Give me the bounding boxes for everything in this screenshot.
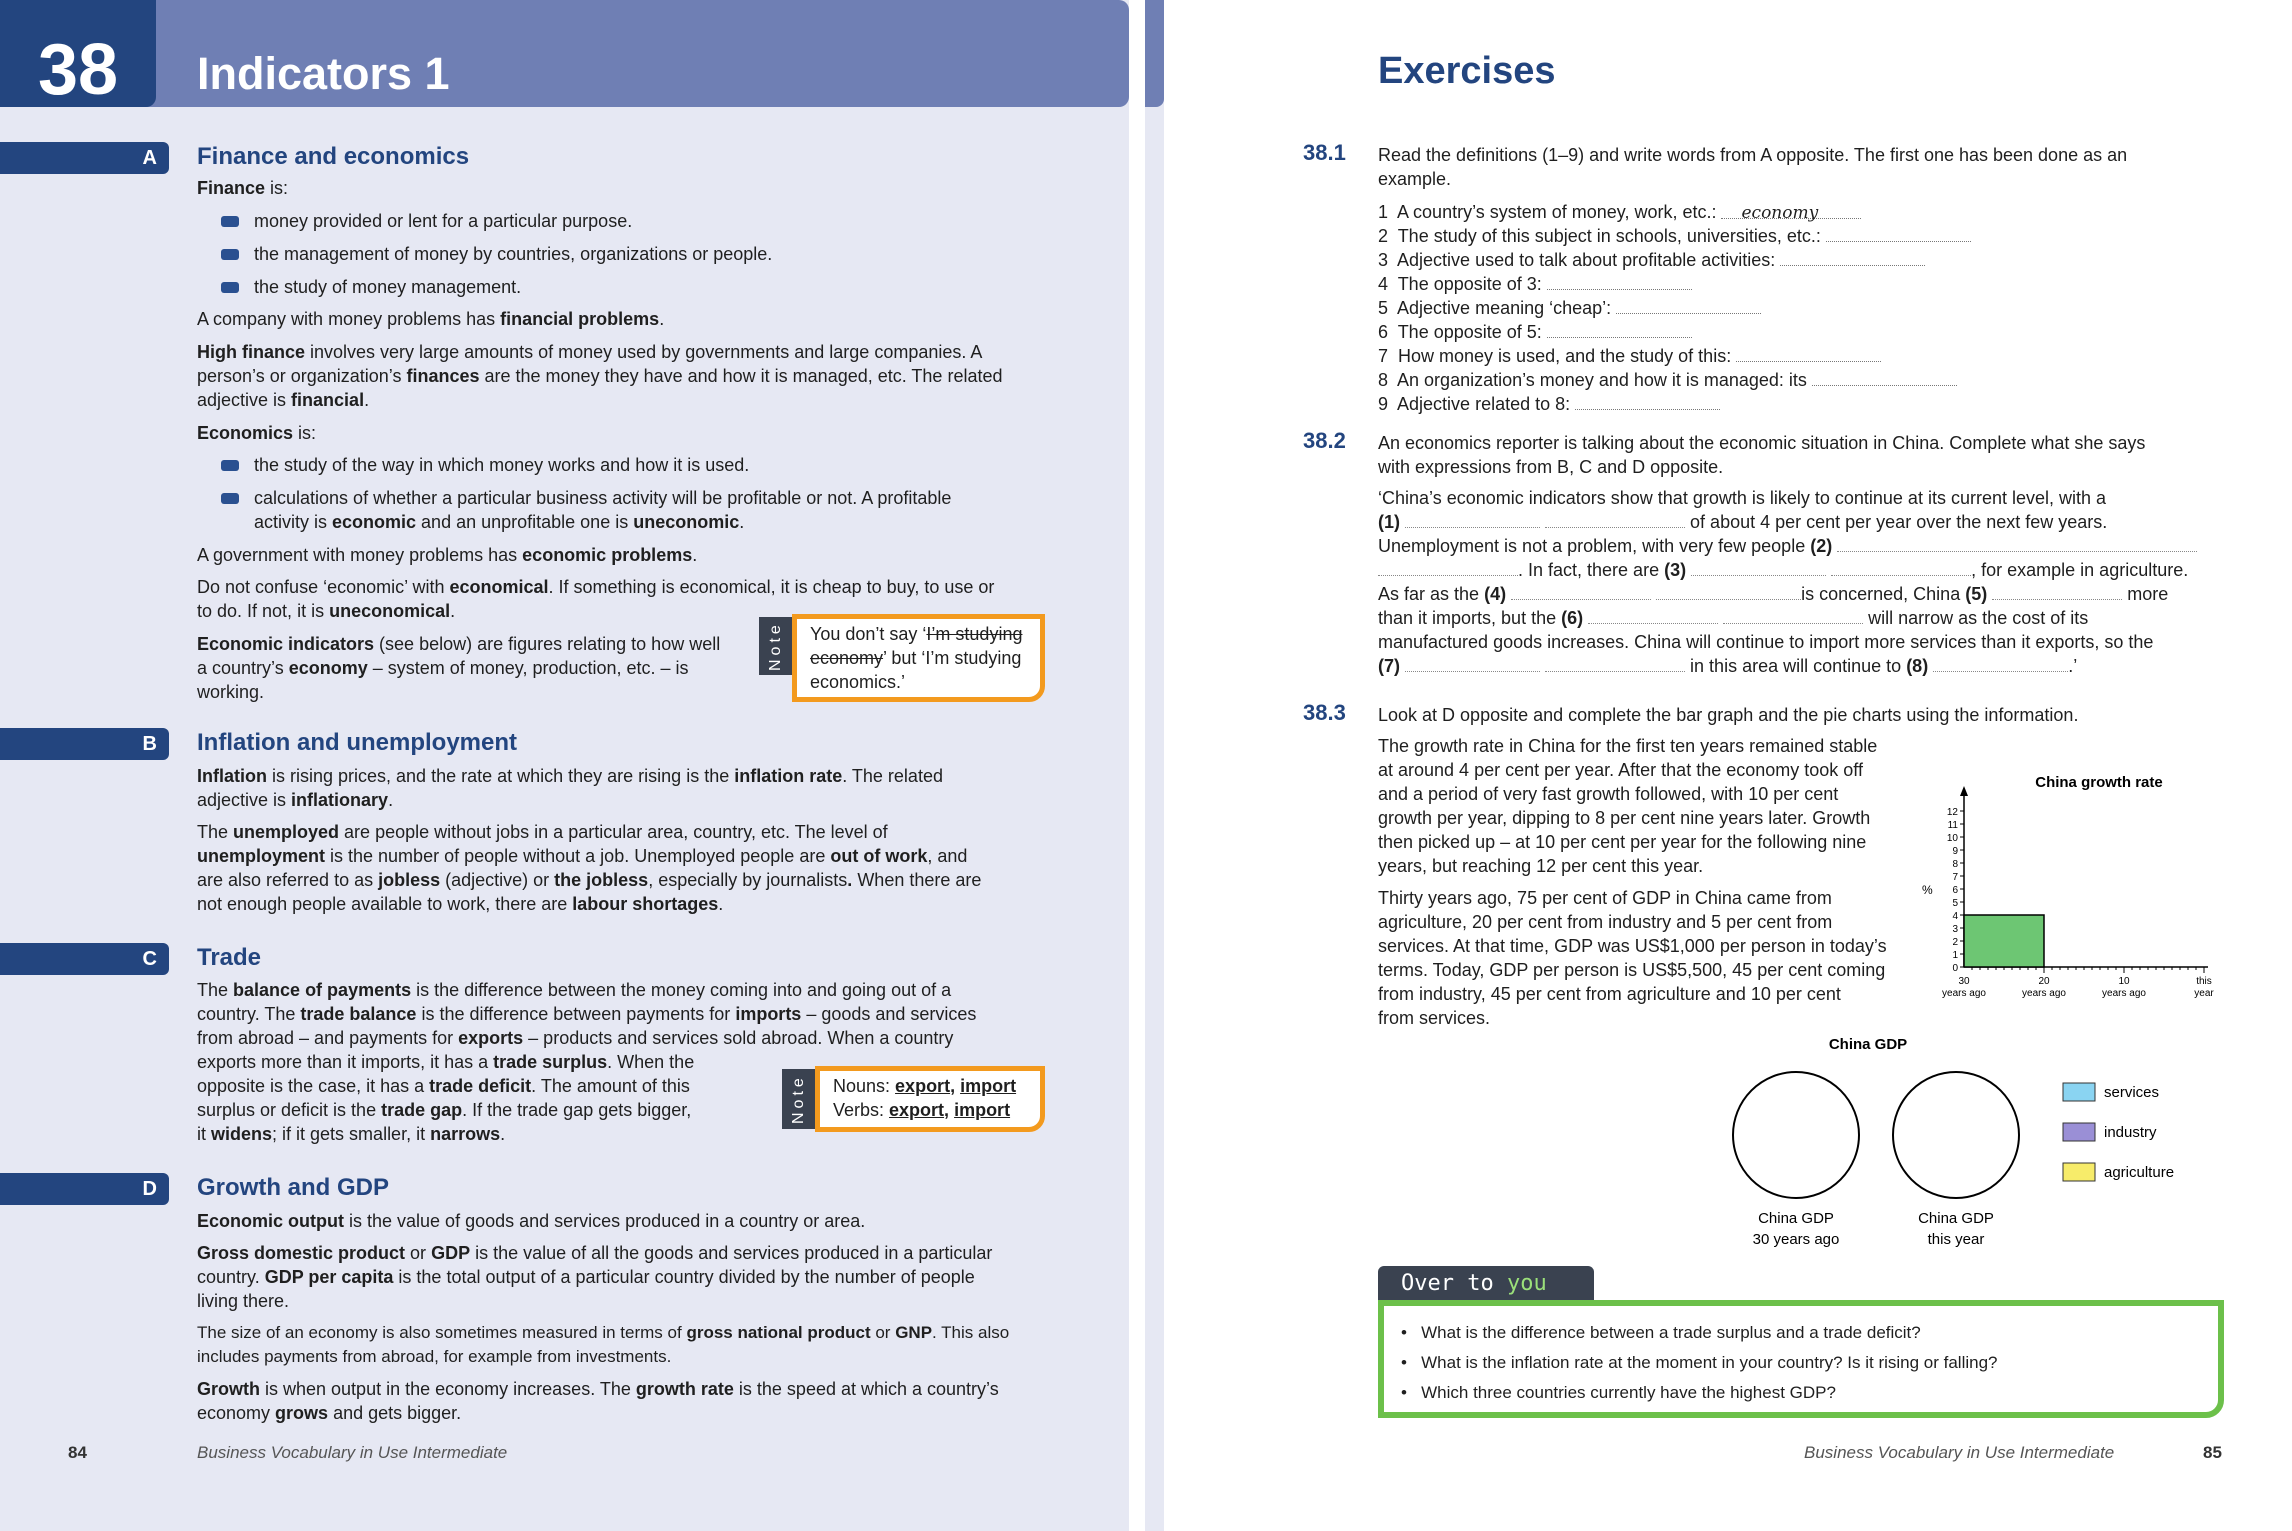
x-tick-label: 30 bbox=[1958, 976, 1970, 987]
gdp-pie-charts[interactable] bbox=[1690, 1026, 2230, 1256]
bullet-icon bbox=[221, 249, 239, 260]
x-tick-label: year bbox=[2194, 988, 2214, 999]
exercises-title: Exercises bbox=[1378, 50, 1556, 92]
y-tick-label: 4 bbox=[1952, 911, 1958, 922]
y-tick-label: 9 bbox=[1952, 846, 1958, 857]
gdp-text: Gross domestic product or GDP is the value of all the goods and services produced in a particular country. GDP per capita is the total output of a particular country divided by the number of people living there. bbox=[197, 1243, 993, 1311]
legend-swatch-services bbox=[2063, 1083, 2095, 1101]
answer-input[interactable] bbox=[1736, 344, 1881, 362]
gap-1a-input[interactable] bbox=[1405, 512, 1540, 528]
unemployment-text: The unemployed are people without jobs in a particular area, country, etc. The level of unemployment is the number of people without a job. Unemployed people are out of work, and are also referred to as jobless (adjective) or the jobless, especially by journalists. When there are not enough people available to work, there are labour shortages. bbox=[197, 822, 982, 914]
exercise-38-1-instructions: Read the definitions (1–9) and write words from A opposite. The first one has been done as an example. bbox=[1378, 145, 2128, 189]
legend-swatch-industry bbox=[2063, 1123, 2095, 1141]
section-b-title: Inflation and unemployment bbox=[197, 729, 518, 756]
section-a-title: Finance and economics bbox=[197, 143, 470, 170]
section-a-tab bbox=[0, 142, 169, 174]
gap-8-input[interactable] bbox=[1933, 656, 2068, 672]
y-tick-label: 1 bbox=[1952, 950, 1958, 961]
legend-swatch-agriculture bbox=[2063, 1163, 2095, 1181]
gap-6b-input[interactable] bbox=[1723, 608, 1863, 624]
note-tab: Note bbox=[759, 617, 792, 675]
x-tick-label: this bbox=[2196, 976, 2212, 987]
bullet-icon bbox=[221, 282, 239, 293]
right-book-title: Business Vocabulary in Use Intermediate bbox=[1804, 1443, 2115, 1462]
y-axis-label: % bbox=[1922, 883, 1933, 897]
pie-chart-title: China GDP bbox=[1828, 1036, 1908, 1053]
over-to-you-question-1: • What is the difference between a trade surplus and a trade deficit? bbox=[1401, 1323, 1921, 1342]
answer-input[interactable]: economy bbox=[1721, 201, 1861, 219]
exercise-38-1-item: 9 Adjective related to 8: bbox=[1378, 392, 1720, 416]
over-to-you-question-2: • What is the inflation rate at the moment in your country? Is it rising or falling? bbox=[1401, 1353, 1998, 1372]
legend-label-services: services bbox=[2104, 1084, 2160, 1101]
unit-number: 38 bbox=[37, 30, 119, 110]
gap-3a-input[interactable] bbox=[1691, 560, 1826, 576]
answer-input[interactable] bbox=[1780, 248, 1925, 266]
section-c-title: Trade bbox=[197, 944, 262, 971]
answer-input[interactable] bbox=[1826, 224, 1971, 242]
pie-label: China GDP bbox=[1758, 1210, 1834, 1227]
gap-7b-input[interactable] bbox=[1545, 656, 1685, 672]
gap-5-input[interactable] bbox=[1992, 584, 2122, 600]
economics-bullet-1: the study of the way in which money works and how it is used. bbox=[254, 455, 750, 475]
over-to-you-header: Over to you bbox=[1378, 1266, 1594, 1302]
exercise-38-1-item: 4 The opposite of 3: bbox=[1378, 272, 1692, 296]
section-d-tab bbox=[0, 1173, 169, 1205]
y-tick-label: 11 bbox=[1947, 820, 1958, 831]
exercise-38-1-number: 38.1 bbox=[1303, 140, 1346, 165]
answer-input[interactable] bbox=[1547, 320, 1692, 338]
economical-text: Do not confuse ‘economic’ with economical. If something is economical, it is cheap to buy, to use or to do. If not, it is uneconomical. bbox=[197, 577, 995, 621]
section-a-letter: A bbox=[142, 147, 157, 169]
finance-bullet-2: the management of money by countries, organizations or people. bbox=[254, 244, 773, 264]
unit-header-bar bbox=[0, 0, 1129, 110]
gap-3b-input[interactable] bbox=[1831, 560, 1971, 576]
note-tab: Note bbox=[782, 1069, 815, 1129]
y-tick-label: 2 bbox=[1952, 937, 1958, 948]
high-finance-text: High finance involves very large amounts of money used by governments and large companies. A person’s or organization’s finances are the money they have and how it is managed, etc. The related adjective is financial. bbox=[197, 342, 1003, 410]
gap-1b-input[interactable] bbox=[1545, 512, 1685, 528]
x-tick-label: years ago bbox=[2022, 988, 2066, 999]
exercise-38-1-item: 3 Adjective used to talk about profitable activities: bbox=[1378, 248, 1925, 272]
economic-indicators-text: Economic indicators (see below) are figures relating to how well a country’s economy – system of money, production, etc. – is working. bbox=[197, 634, 721, 702]
x-tick-label: 10 bbox=[2118, 976, 2130, 987]
section-c-tab bbox=[0, 943, 169, 975]
pie-label: China GDP bbox=[1918, 1210, 1994, 1227]
inflation-text: Inflation is rising prices, and the rate at which they are rising is the inflation rate. The related adjective is inflationary. bbox=[197, 766, 943, 810]
y-tick-label: 8 bbox=[1952, 859, 1958, 870]
exercise-38-1-item: 7 How money is used, and the study of this: bbox=[1378, 344, 1881, 368]
y-tick-label: 6 bbox=[1952, 885, 1958, 896]
gap-2a-input[interactable] bbox=[1837, 536, 2197, 552]
gdp-paragraph: Thirty years ago, 75 per cent of GDP in China came from agriculture, 20 per cent from industry and 5 per cent from services. At that time, GDP was US$1,000 per person in today’s terms. Today, GDP per person is US$5,500, 45 per cent coming from industry, 45 per cent from agriculture and 10 per cent from services. bbox=[1378, 888, 1887, 1028]
y-tick-label: 5 bbox=[1952, 898, 1958, 909]
section-b-letter: B bbox=[142, 733, 157, 755]
exercise-38-1-item: 8 An organization’s money and how it is managed: its bbox=[1378, 368, 1957, 392]
gap-6a-input[interactable] bbox=[1588, 608, 1718, 624]
exercise-38-1-item: 2 The study of this subject in schools, universities, etc.: bbox=[1378, 224, 1971, 248]
section-b-tab bbox=[0, 728, 169, 760]
exercise-38-3-instructions: Look at D opposite and complete the bar graph and the pie charts using the information. bbox=[1378, 705, 2079, 725]
economic-output-text: Economic output is the value of goods and services produced in a country or area. bbox=[197, 1211, 866, 1231]
left-page-number: 84 bbox=[68, 1443, 87, 1462]
gdp-pie-circle bbox=[1733, 1072, 1859, 1198]
gnp-text: The size of an economy is also sometimes measured in terms of gross national product or GNP. This also includes payments from abroad, for example from investments. bbox=[197, 1323, 1010, 1366]
section-d-letter: D bbox=[142, 1178, 157, 1200]
growth-rate-bar-chart[interactable] bbox=[1900, 758, 2230, 1008]
trade-text: The balance of payments is the difference between the money coming into and going out of a country. The trade balance is the difference between payments for imports – goods and services from abroad – and payments for exports – products and services sold abroad. When a country exports more than it imports, it has a trade surplus. When the opposite is the case, it has a trade deficit. The amount of this surplus or deficit is the trade gap. If the trade gap gets bigger, it widens; if it gets smaller, it narrows. bbox=[197, 980, 977, 1144]
over-to-you-question-3: • Which three countries currently have the highest GDP? bbox=[1401, 1383, 1836, 1402]
exercise-38-1-item: 6 The opposite of 5: bbox=[1378, 320, 1692, 344]
answer-input[interactable] bbox=[1616, 296, 1761, 314]
financial-problems-text: A company with money problems has financial problems. bbox=[197, 309, 665, 329]
exercise-38-2-gapfill: ‘China’s economic indicators show that growth is likely to continue at its current level, with a (1) of about 4 per cent per year over the next few years. Unemployment is not a problem, with very few people (2) . In fact, there are (3) , for example in agriculture. As far as the (4) is concerned, China (5) more than it imports, but the (6) will narrow as the cost of its manufactured goods increases. China will continue to import more services than it exports, so the (7) in this area will continue to (8) .’ bbox=[1378, 486, 2228, 678]
economic-problems-text: A government with money problems has economic problems. bbox=[197, 545, 698, 565]
page-gutter bbox=[1129, 0, 1145, 1531]
y-tick-label: 3 bbox=[1952, 924, 1958, 935]
right-header-edge bbox=[1145, 0, 1164, 107]
right-page-edge-strip bbox=[1145, 0, 1164, 1531]
answer-input[interactable] bbox=[1575, 392, 1720, 410]
exercise-38-1-item: 5 Adjective meaning ‘cheap’: bbox=[1378, 296, 1761, 320]
exercise-38-1-item: 1 A country’s system of money, work, etc.: economy bbox=[1378, 200, 1861, 224]
note-text: Nouns: export, import Verbs: export, import bbox=[833, 1076, 1017, 1120]
finance-bullet-1: money provided or lent for a particular purpose. bbox=[254, 211, 633, 231]
growth-rate-paragraph: The growth rate in China for the first ten years remained stable at around 4 per cent per year. After that the economy took off and a period of very fast growth followed, with 10 per cent growth per year, dipping to 8 per cent nine years later. Growth then picked up – at 10 per cent per year for the following nine years, but reaching 12 per cent this year. bbox=[1378, 736, 1878, 876]
chart-title: China growth rate bbox=[2035, 774, 2163, 791]
y-tick-label: 12 bbox=[1946, 807, 1958, 818]
gdp-pie-circle bbox=[1893, 1072, 2019, 1198]
economics-bullet-2: calculations of whether a particular business activity will be profitable or not. A profitable activity is economic and an unprofitable one is uneconomic. bbox=[254, 488, 952, 532]
pie-label: 30 years ago bbox=[1752, 1231, 1840, 1248]
pie-label: this year bbox=[1927, 1231, 1985, 1248]
finance-bullet-3: the study of money management. bbox=[254, 277, 522, 297]
growth-text: Growth is when output in the economy increases. The growth rate is the speed at which a country’s economy grows and gets bigger. bbox=[197, 1379, 999, 1423]
growth-bar bbox=[1964, 915, 2044, 967]
y-axis-arrow-icon bbox=[1960, 786, 1968, 796]
gap-2b-input[interactable] bbox=[1378, 560, 1518, 576]
bullet-icon bbox=[221, 216, 239, 227]
gap-4b-input[interactable] bbox=[1656, 584, 1801, 600]
economics-intro: Economics is: bbox=[197, 423, 317, 443]
gap-7a-input[interactable] bbox=[1405, 656, 1540, 672]
right-page-number: 85 bbox=[2203, 1443, 2222, 1462]
answer-input[interactable] bbox=[1812, 368, 1957, 386]
y-tick-label: 0 bbox=[1952, 963, 1958, 974]
section-c-letter: C bbox=[142, 948, 157, 970]
section-d-title: Growth and GDP bbox=[197, 1174, 389, 1201]
legend-label-agriculture: agriculture bbox=[2104, 1164, 2175, 1181]
bullet-icon bbox=[221, 493, 239, 504]
exercise-38-3-number: 38.3 bbox=[1303, 700, 1346, 725]
legend-label-industry: industry bbox=[2104, 1124, 2157, 1141]
y-tick-label: 10 bbox=[1946, 833, 1958, 844]
x-tick-label: 20 bbox=[2038, 976, 2050, 987]
exercise-38-2-instructions: An economics reporter is talking about the economic situation in China. Complete what she says with expressions from B, C and D opposite. bbox=[1378, 433, 2146, 477]
y-tick-label: 7 bbox=[1952, 872, 1958, 883]
note-text: You don’t say ‘I’m studying economy’ but ‘I’m studying economics.’ bbox=[810, 624, 1023, 692]
unit-title: Indicators 1 bbox=[197, 48, 450, 99]
x-tick-label: years ago bbox=[2102, 988, 2146, 999]
bullet-icon bbox=[221, 460, 239, 471]
left-book-title: Business Vocabulary in Use Intermediate bbox=[197, 1443, 508, 1462]
gap-4a-input[interactable] bbox=[1511, 584, 1651, 600]
exercise-38-2-number: 38.2 bbox=[1303, 428, 1346, 453]
answer-input[interactable] bbox=[1547, 272, 1692, 290]
x-tick-label: years ago bbox=[1942, 988, 1986, 999]
finance-intro: Finance is: bbox=[197, 178, 289, 198]
